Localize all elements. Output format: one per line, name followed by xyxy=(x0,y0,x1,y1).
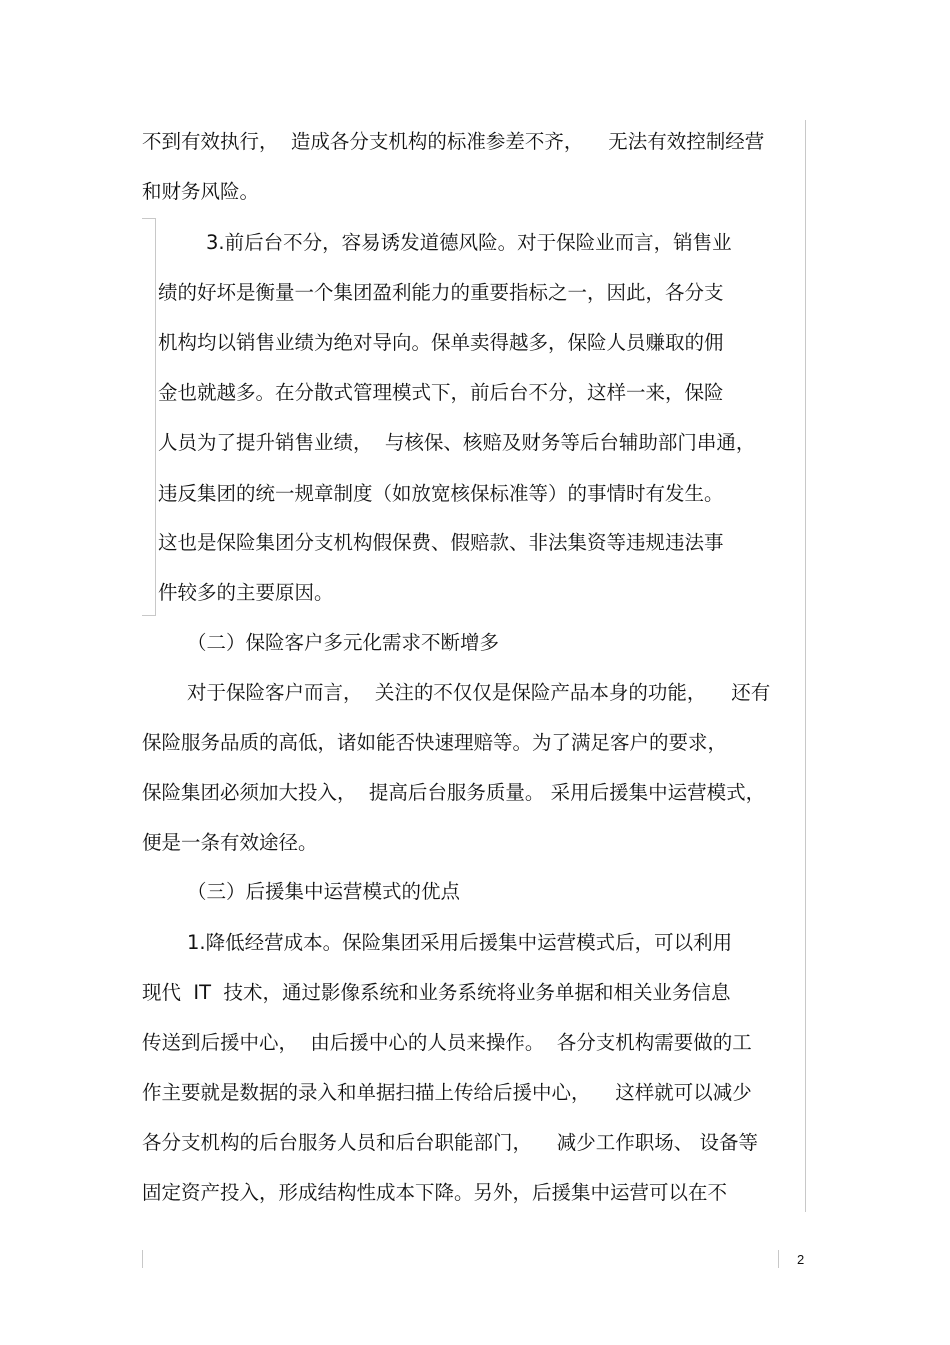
frame-left-rule-vertical xyxy=(155,218,156,616)
body-text-line: 绩的好坏是衡量一个集团盈利能力的重要指标之一，因此，各分支 xyxy=(158,281,724,304)
body-text-line: 和财务风险。 xyxy=(142,180,260,203)
frame-left-rule-bottom xyxy=(142,615,155,616)
body-text-line: 保险服务品质的高低，诸如能否快速理赔等。为了满足客户的要求， xyxy=(142,731,728,754)
body-text-line: 金也就越多。在分散式管理模式下，前后台不分，这样一来，保险 xyxy=(158,381,724,404)
page-number: 2 xyxy=(797,1252,805,1267)
body-text-line: 对于保险客户而言， 关注的不仅仅是保险产品本身的功能， 还有 xyxy=(187,681,771,704)
body-text-line: 现代 IT 技术，通过影像系统和业务系统将业务单据和相关业务信息 xyxy=(142,981,731,1004)
body-text-line: 件较多的主要原因。 xyxy=(158,581,334,604)
body-text-line: 固定资产投入，形成结构性成本下降。另外，后援集中运营可以在不 xyxy=(142,1181,728,1204)
body-text-line: 不到有效执行， 造成各分支机构的标准参差不齐， 无法有效控制经营 xyxy=(142,130,765,153)
body-text-line: 作主要就是数据的录入和单据扫描上传给后援中心， 这样就可以减少 xyxy=(142,1081,752,1104)
frame-right-rule xyxy=(805,120,806,1212)
body-text-line: 保险集团必须加大投入， 提高后台服务质量。 采用后援集中运营模式， xyxy=(142,781,766,804)
section-heading: （三）后援集中运营模式的优点 xyxy=(187,880,461,903)
body-text-line: 便是一条有效途径。 xyxy=(142,831,318,854)
body-text-line: 违反集团的统一规章制度（如放宽核保标准等）的事情时有发生。 xyxy=(158,482,724,505)
section-heading: （二）保险客户多元化需求不断增多 xyxy=(187,631,500,654)
body-text-line: 这也是保险集团分支机构假保费、假赔款、非法集资等违规违法事 xyxy=(158,531,724,554)
frame-left-rule-top xyxy=(142,218,155,219)
footer-right-rule xyxy=(778,1250,779,1268)
body-text-line: 传送到后援中心， 由后援中心的人员来操作。 各分支机构需要做的工 xyxy=(142,1031,752,1054)
footer-left-rule xyxy=(142,1250,143,1268)
body-text-line: 人员为了提升销售业绩， 与核保、核赔及财务等后台辅助部门串通， xyxy=(158,431,756,454)
body-text-line: 机构均以销售业绩为绝对导向。保单卖得越多，保险人员赚取的佣 xyxy=(158,331,724,354)
body-text-line: 3.前后台不分，容易诱发道德风险。对于保险业而言，销售业 xyxy=(206,231,732,254)
body-text-line: 1.降低经营成本。保险集团采用后援集中运营模式后，可以利用 xyxy=(187,931,733,954)
body-text-line: 各分支机构的后台服务人员和后台职能部门， 减少工作职场、 设备等 xyxy=(142,1131,758,1154)
